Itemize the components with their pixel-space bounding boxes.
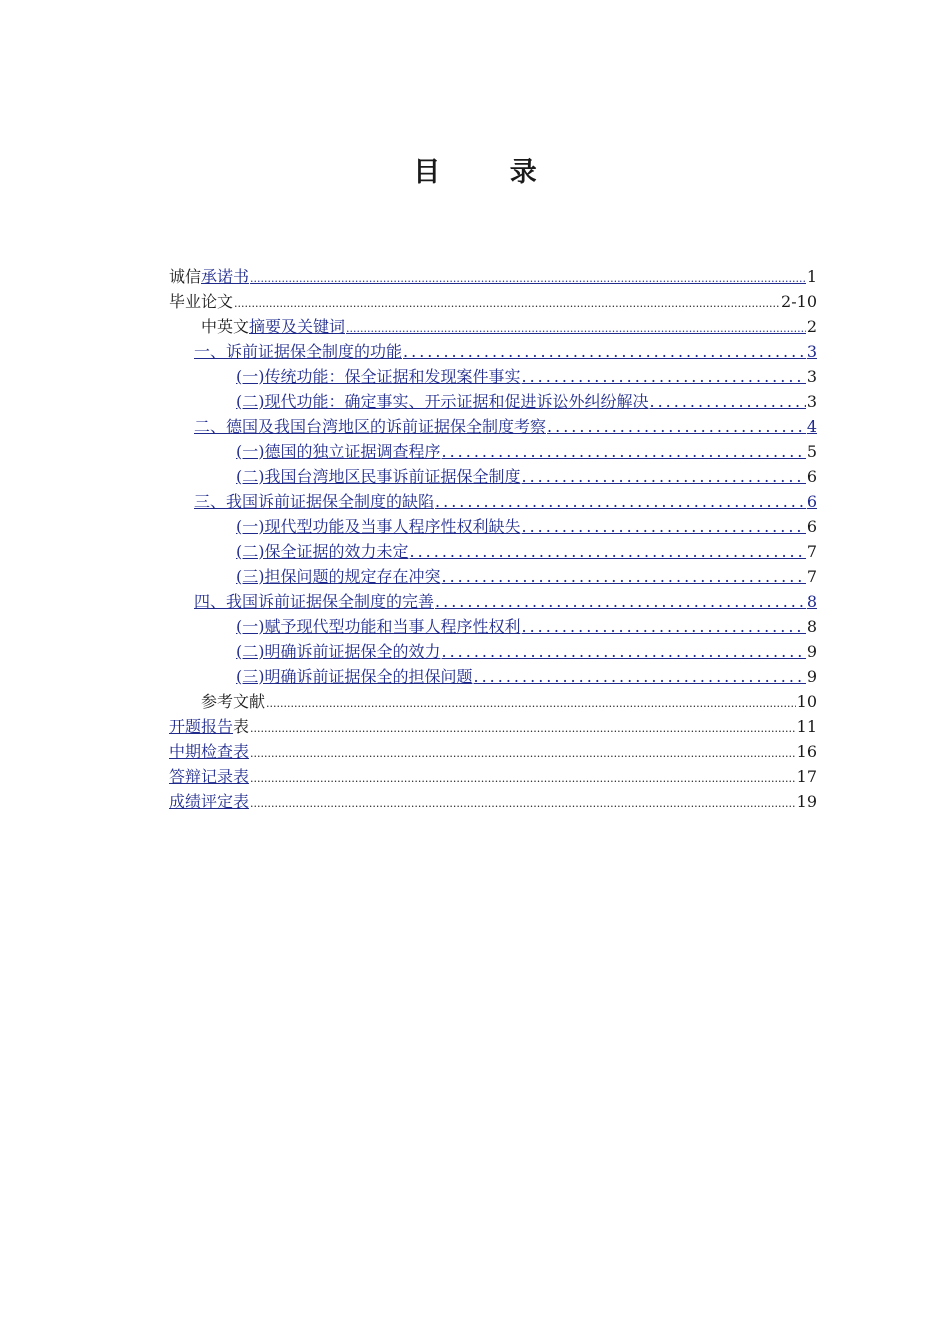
toc-link[interactable]: (二)我国台湾地区民事诉前证据保全制度 <box>236 467 521 486</box>
toc-page-number: 1 <box>806 267 817 286</box>
toc-link[interactable]: (一)现代型功能及当事人程序性权利缺失 <box>236 517 521 536</box>
toc-dot-leader <box>649 389 806 414</box>
toc-entry-title: 毕业论文 <box>169 292 234 311</box>
toc-link[interactable]: (三)担保问题的规定存在冲突 <box>236 567 441 586</box>
toc-entry-chapter-1[interactable] <box>169 339 817 364</box>
toc-entry-thesis[interactable] <box>169 289 817 314</box>
toc-dot-leader <box>249 716 796 741</box>
toc-dot-leader <box>434 489 806 514</box>
toc-entry-title: 开题报告表 <box>169 717 250 736</box>
toc-dot-leader <box>521 614 806 639</box>
toc-link[interactable]: 开题报告 <box>169 717 234 736</box>
toc-entry-section-4-2[interactable] <box>169 639 817 664</box>
page-title: 目 录 <box>413 157 567 188</box>
toc-dot-leader <box>249 741 796 766</box>
toc-dot-leader <box>521 464 806 489</box>
toc-dot-leader <box>441 639 806 664</box>
table-of-contents <box>169 264 817 814</box>
toc-page-number: 17 <box>796 767 817 786</box>
toc-entry-midterm-check[interactable] <box>169 739 817 764</box>
toc-dot-leader <box>473 664 806 689</box>
toc-dot-leader <box>521 514 806 539</box>
toc-entry-section-2-2[interactable] <box>169 464 817 489</box>
toc-page-number: 9 <box>806 667 817 686</box>
toc-entry-section-4-1[interactable] <box>169 614 817 639</box>
toc-page-number: 16 <box>796 742 817 761</box>
toc-page-number: 3 <box>806 392 817 411</box>
toc-link[interactable]: 摘要及关键词 <box>249 317 346 336</box>
toc-link[interactable]: 二、德国及我国台湾地区的诉前证据保全制度考察 <box>194 417 547 436</box>
toc-page-number: 5 <box>806 442 817 461</box>
toc-link[interactable]: (三)明确诉前证据保全的担保问题 <box>236 667 473 686</box>
toc-dot-leader <box>402 339 806 364</box>
toc-link[interactable]: 一、诉前证据保全制度的功能 <box>194 342 403 361</box>
toc-link[interactable]: 成绩评定表 <box>169 792 250 811</box>
toc-entry-integrity-pledge[interactable] <box>169 264 817 289</box>
toc-page-number: 8 <box>806 592 817 611</box>
toc-entry-section-3-1[interactable] <box>169 514 817 539</box>
toc-page-number: 7 <box>806 542 817 561</box>
toc-entry-title: 中英文摘要及关键词 <box>201 317 346 336</box>
toc-entry-title: 参考文献 <box>201 692 266 711</box>
toc-entry-chapter-3[interactable] <box>169 489 817 514</box>
toc-page-number: 8 <box>806 617 817 636</box>
toc-dot-leader <box>521 364 806 389</box>
toc-entry-references[interactable] <box>169 689 817 714</box>
toc-entry-chapter-4[interactable] <box>169 589 817 614</box>
toc-dot-leader <box>249 266 806 291</box>
toc-entry-section-3-3[interactable] <box>169 564 817 589</box>
toc-page-number: 3 <box>806 342 817 361</box>
toc-entry-chapter-2[interactable] <box>169 414 817 439</box>
toc-dot-leader <box>265 691 796 716</box>
toc-entry-section-4-3[interactable] <box>169 664 817 689</box>
toc-page-number: 19 <box>796 792 817 811</box>
toc-entry-abstract[interactable] <box>169 314 817 339</box>
toc-page-number: 9 <box>806 642 817 661</box>
toc-entry-grade-evaluation[interactable] <box>169 789 817 814</box>
toc-entry-section-3-2[interactable] <box>169 539 817 564</box>
toc-entry-section-1-2[interactable] <box>169 389 817 414</box>
toc-entry-defense-record[interactable] <box>169 764 817 789</box>
toc-dot-leader <box>441 439 806 464</box>
toc-page-number: 11 <box>796 717 817 736</box>
toc-link[interactable]: (一)传统功能：保全证据和发现案件事实 <box>236 367 521 386</box>
toc-page-number: 2-10 <box>781 292 817 311</box>
toc-link[interactable]: 四、我国诉前证据保全制度的完善 <box>194 592 435 611</box>
toc-dot-leader <box>434 589 806 614</box>
toc-link[interactable]: 承诺书 <box>201 267 250 286</box>
toc-dot-leader <box>409 539 806 564</box>
toc-link[interactable]: (二)明确诉前证据保全的效力 <box>236 642 441 661</box>
toc-page-number: 10 <box>796 692 817 711</box>
toc-page-number: 2 <box>806 317 817 336</box>
toc-link[interactable]: (一)德国的独立证据调查程序 <box>236 442 441 461</box>
toc-link[interactable]: 中期检查表 <box>169 742 250 761</box>
toc-page-number: 7 <box>806 567 817 586</box>
toc-entry-section-2-1[interactable] <box>169 439 817 464</box>
toc-page-number: 6 <box>806 492 817 511</box>
toc-link[interactable]: 三、我国诉前证据保全制度的缺陷 <box>194 492 435 511</box>
toc-page-number: 4 <box>806 417 817 436</box>
toc-entry-proposal-report[interactable] <box>169 714 817 739</box>
toc-entry-title: 诚信承诺书 <box>169 267 250 286</box>
toc-dot-leader <box>249 766 796 791</box>
toc-link[interactable]: (二)保全证据的效力未定 <box>236 542 409 561</box>
toc-dot-leader <box>546 414 806 439</box>
toc-entry-section-1-1[interactable] <box>169 364 817 389</box>
toc-dot-leader <box>233 291 780 316</box>
toc-page-number: 6 <box>806 467 817 486</box>
toc-link[interactable]: (二)现代功能：确定事实、开示证据和促进诉讼外纠纷解决 <box>236 392 649 411</box>
toc-dot-leader <box>441 564 806 589</box>
toc-page-number: 3 <box>806 367 817 386</box>
toc-dot-leader <box>345 316 806 341</box>
toc-link[interactable]: 答辩记录表 <box>169 767 250 786</box>
toc-link[interactable]: (一)赋予现代型功能和当事人程序性权利 <box>236 617 521 636</box>
toc-dot-leader <box>249 791 796 816</box>
toc-page-number: 6 <box>806 517 817 536</box>
